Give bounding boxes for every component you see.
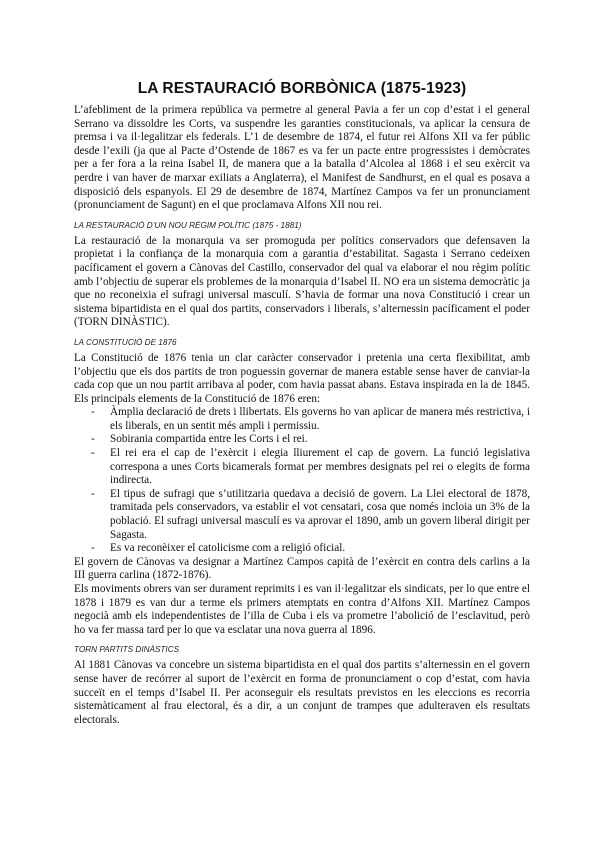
- section-paragraph-constitucio: La Constitució de 1876 tenia un clar caràcter conservador i pretenia una certa flexibilitat, amb l’objectiu que els dos partits de tron poguessin governar de manera estable sense haver de canviar-la cada cop que un nou partit arribava al poder, com havia passat abans. Estava inspirada en la de 1845. Els principals elements de la Constitució de 1876 eren:: [74, 351, 530, 405]
- constitution-elements-list: [74, 406, 530, 556]
- section-paragraph-restauracio: La restauració de la monarquia va ser promoguda per polítics conservadors que defensaven la propietat i la confiança de la monarquia com a garantia d’estabilitat. Sagasta i Serrano cedeixen pacíficament el govern a Cànovas del Castillo, conservador del qual va elaborar el nou règim polític amb l’objectiu de superar els problemes de la monarquia d’Isabel II. NO era un sistema democràtic ja que no reconeixia el sufragi universal masculí. S’havia de formar una nova Constitució i crear un sistema bipartidista en el qual dos partits, conservadors i liberals, s’alternessin pacíficament el poder (TORN DINÀSTIC).: [74, 234, 530, 329]
- section-paragraph-torn: Al 1881 Cànovas va concebre un sistema bipartidista en el qual dos partits s’alternessin en el govern sense haver de recórrer al suport de l’exèrcit en forma de pronunciament o cop d’estat, com havia succeït en el temps d’Isabel II. Per aconseguir els resultats previstos en les eleccions es recorria sistemàticament al frau electoral, és a dir, a un conjunt de trampes que adulteraven els resultats electorals.: [74, 659, 530, 726]
- paragraph-moviments-obrers: Els moviments obrers van ser durament reprimits i es van il·legalitzar els sindicats, per lo que entre el 1878 i 1879 es van dur a terme els primers atemptats en contra d’Alfons XII. Martínez Campos negocià amb els independentistes de l’illa de Cuba i els va prometre l’abolició de l’esclavitud, però ho va fer massa tard per lo que va esclatar una nova guerra al 1896.: [74, 583, 530, 636]
- list-item: - Sobirania compartida entre les Corts i el rei.: [110, 433, 530, 447]
- list-item: - Àmplia declaració de drets i llibertats. Els governs ho van aplicar de manera més restrictiva, i els liberals, en un sentit més ampli i permissiu.: [110, 406, 530, 433]
- document-title: LA RESTAURACIÓ BORBÒNICA (1875-1923): [137, 80, 467, 97]
- intro-paragraph: L’afebliment de la primera república va permetre al general Pavia a fer un cop d’estat i el general Serrano va dissoldre les Corts, va suspendre les garanties constitucionals, va aplicar la censura de premsa i va il·legalitzar els federals. L’1 de desembre de 1874, el futur rei Alfons XII va fer públic desde l’exili (ja que al Pacte d’Ostende de 1867 es va fer un pacte entre progressistes i demòcrates per a fer fora a la reina Isabel II, de manera que a la batalla d’Alcolea al 1868 i el seu exèrcit va perdre i van haver de marxar exiliats a Anglaterra), el Manifest de Sandhurst, en el qual es posava a disposició dels espanyols. El 29 de desembre de 1874, Martínez Campos va fer un pronunciament (pronunciament de Sagunt) en el que proclamava Alfons XII nou rei.: [74, 104, 530, 212]
- paragraph-carlins: El govern de Cànovas va designar a Martínez Campos capità de l’exèrcit en contra dels carlins a la III guerra carlina (1872-1876).: [74, 555, 530, 582]
- section-heading-constitucio: LA CONSTITUCIÓ DE 1876: [74, 337, 177, 347]
- list-item: - El rei era el cap de l’exèrcit i elegia lliurement el cap de govern. La funció legislativa correspona a unes Corts bicamerals format per membres designats pel rei o elegits de forma indirecta.: [110, 447, 530, 488]
- section-heading-torn: TORN PARTITS DINÀSTICS: [74, 645, 180, 655]
- list-item: - El tipus de sufragi que s’utilitzaria quedava a decisió de govern. La Llei electoral de 1878, tramitada pels conservadors, va establir el vot censatari, cosa que només incloia un 3% de la població. El sufragi universal masculí es va aprovar el 1890, amb un govern liberal dirigit per Sagasta.: [110, 488, 530, 542]
- document-page: [74, 80, 530, 727]
- section-heading-restauracio: LA RESTAURACIÓ D’UN NOU RÈGIM POLÍTIC (1875 - 1881): [74, 220, 302, 230]
- list-item: - Es va reconèixer el catolicisme com a religió oficial.: [110, 542, 530, 556]
